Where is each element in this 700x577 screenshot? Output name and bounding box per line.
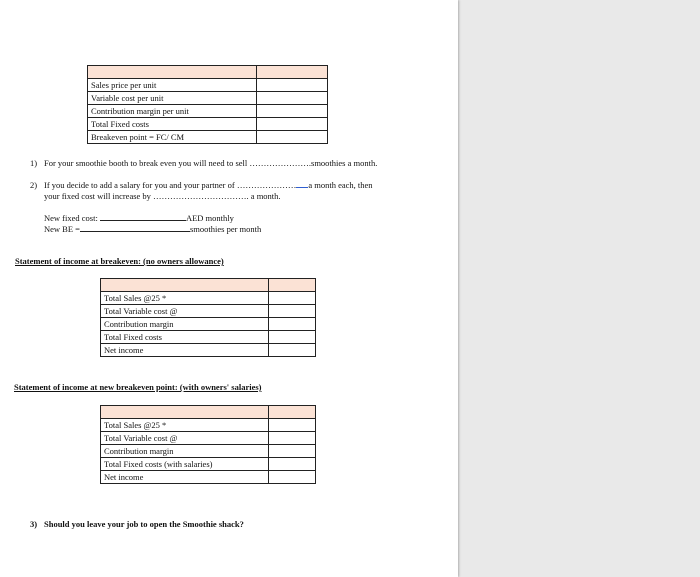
table-row — [101, 305, 316, 318]
row-label: Total Variable cost @ — [101, 305, 269, 318]
table-row — [101, 445, 316, 458]
question-2-line-2: your fixed cost will increase by ……………………………. a month. — [44, 191, 281, 201]
question-3-text: Should you leave your job to open the Smoothie shack? — [44, 519, 244, 529]
new-be-blank — [80, 223, 190, 232]
question-2-number: 2) — [30, 180, 38, 190]
question-1-text: For your smoothie booth to break even you will need to sell ………………….smoothies a month. — [44, 158, 378, 168]
new-fixed-cost-blank — [100, 212, 186, 221]
row-label: Net income — [101, 471, 269, 484]
question-1-number: 1) — [30, 158, 38, 168]
section-2-title: Statement of income at new breakeven point: (with owners' salaries) — [14, 382, 262, 392]
table-row — [88, 79, 328, 92]
table-row — [101, 331, 316, 344]
table-row — [101, 432, 316, 445]
table-row — [88, 92, 328, 105]
question-2-line-1-text: If you decide to add a salary for you and your partner of ………………… — [44, 180, 297, 190]
section-1-title: Statement of income at breakeven: (no owners allowance) — [15, 256, 224, 266]
table-row — [101, 292, 316, 305]
cost-table — [87, 65, 328, 144]
table-row — [101, 344, 316, 357]
table-row — [88, 105, 328, 118]
new-be-label: New BE = — [44, 224, 80, 234]
table-row — [88, 118, 328, 131]
blank-link[interactable] — [296, 181, 308, 188]
table-row — [101, 318, 316, 331]
row-label: Total Sales @25 * — [101, 419, 269, 432]
row-label: Sales price per unit — [88, 79, 257, 92]
question-2-line-1 — [44, 180, 373, 191]
row-label: Variable cost per unit — [88, 92, 257, 105]
table-row — [101, 419, 316, 432]
row-label: Breakeven point = FC/ CM — [88, 131, 257, 144]
table-header-row — [88, 66, 328, 79]
new-fixed-cost-label: New fixed cost: — [44, 213, 98, 223]
income-table-breakeven — [100, 278, 316, 357]
question-3-number: 3) — [30, 519, 38, 529]
row-label: Contribution margin — [101, 318, 269, 331]
row-label: Contribution margin per unit — [88, 105, 257, 118]
row-label: Total Fixed costs (with salaries) — [101, 458, 269, 471]
new-be-suffix: smoothies per month — [189, 224, 262, 234]
question-2-line-1-end: a month each, then — [308, 180, 373, 190]
table-row — [88, 131, 328, 144]
row-label: Total Fixed costs — [88, 118, 257, 131]
table-row — [101, 471, 316, 484]
row-label: Total Sales @25 * — [101, 292, 269, 305]
table-header-row — [101, 406, 316, 419]
new-fixed-cost-suffix: AED monthly — [185, 213, 234, 223]
new-be-line — [44, 223, 261, 235]
table-header-row — [101, 279, 316, 292]
table-row — [101, 458, 316, 471]
row-label: Total Fixed costs — [101, 331, 269, 344]
row-label: Total Variable cost @ — [101, 432, 269, 445]
row-label: Net income — [101, 344, 269, 357]
income-table-new-breakeven — [100, 405, 316, 484]
row-label: Contribution margin — [101, 445, 269, 458]
